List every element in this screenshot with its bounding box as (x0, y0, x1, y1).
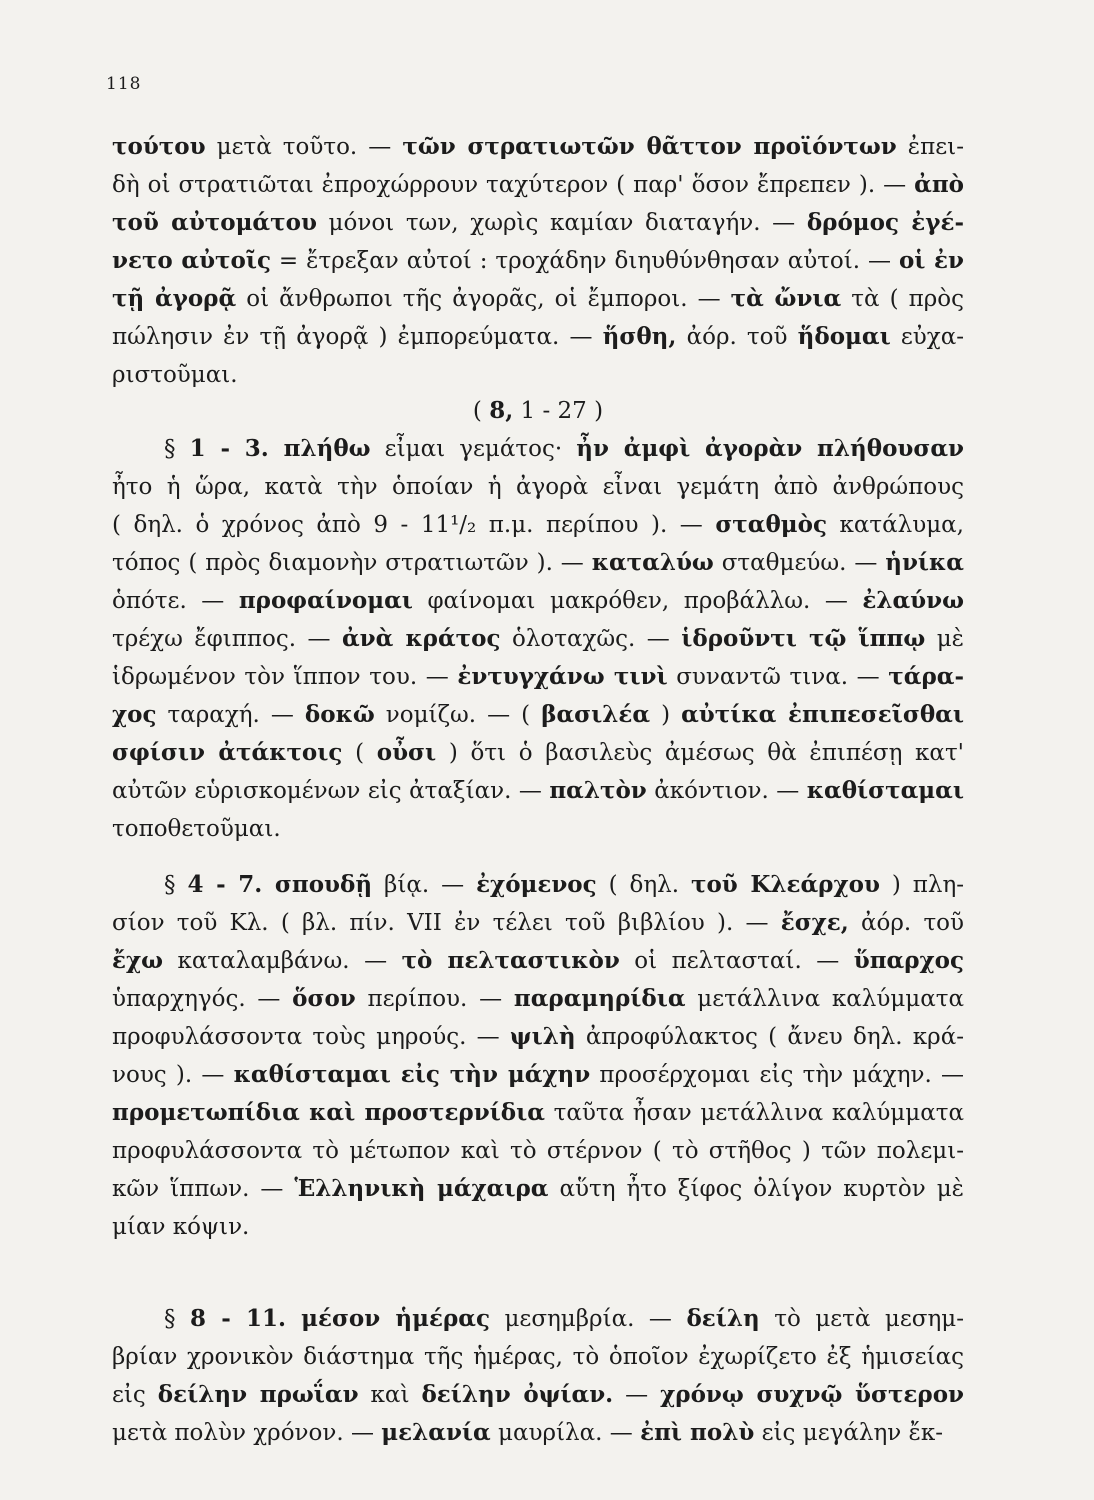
text-line (112, 1338, 964, 1376)
lemma-term: ὕπαρχος (853, 947, 964, 974)
gloss-text: ( δηλ. (596, 872, 691, 898)
text-line (112, 734, 964, 772)
lemma-term: τούτου (112, 133, 206, 160)
gloss-text: μετὰ πολὺν χρόνον. — (112, 1420, 382, 1446)
gloss-text: προφυλάσσοντα τοὺς μηρούς. — (112, 1024, 510, 1050)
lemma-term: ἱδροῦντι τῷ ἵππῳ (681, 625, 926, 652)
lemma-term: δοκῶ (304, 701, 375, 728)
gloss-text: ἀπροφύλακτος ( ἄνευ δηλ. κρά- (575, 1024, 964, 1050)
text-line (112, 696, 964, 734)
lemma-term: 4 - 7. σπουδῇ (187, 871, 373, 898)
lemma-term: ἀπὸ (914, 171, 964, 198)
lemma-term: Ἑλληνικὴ μάχαιρα (294, 1175, 549, 1202)
lemma-term: ἐλαύνω (862, 587, 964, 614)
lemma-term: τῇ ἀγορᾷ (112, 285, 237, 312)
lemma-term: καταλύω (591, 549, 714, 576)
commentary-section-4-7 (112, 866, 964, 1246)
lemma-term: τὰ ὤνια (730, 285, 842, 312)
lemma-term: αὐτίκα ἐπιπεσεῖσθαι (681, 701, 964, 728)
gloss-text: ) ὅτι ὁ βασιλεὺς ἀμέσως θὰ ἐπιπέσῃ κατ' (436, 740, 964, 766)
text-line (112, 1300, 964, 1338)
gloss-text: δὴ οἱ στρατιῶται ἐπροχώρρουν ταχύτερον ( παρ' ὅσον ἔπρεπεν ). — (112, 172, 915, 198)
lemma-term: ἐχόμενος (476, 871, 597, 898)
lemma-term: ἡνίκα (885, 549, 964, 576)
gloss-text: μετάλλινα καλύμματα (685, 986, 965, 1012)
gloss-text: τρέχω ἔφιππος. — (112, 626, 342, 652)
text-line (112, 1414, 964, 1452)
commentary-section-8-11 (112, 1300, 964, 1452)
text-line (112, 1018, 964, 1056)
page-number: 118 (106, 74, 142, 94)
gloss-text: εὐχα- (890, 324, 965, 350)
gloss-text: μὲ (925, 626, 965, 652)
text-line (112, 356, 964, 394)
text-line (112, 204, 964, 242)
lemma-term: ἥσθη, (602, 323, 677, 350)
lemma-term: καθίσταμαι εἰς τὴν μάχην (233, 1061, 591, 1088)
lemma-term: ἦν ἀμφὶ ἀγορὰν πλήθουσαν (576, 435, 964, 462)
gloss-text: νους ). — (112, 1062, 234, 1088)
gloss-text: — (613, 1382, 661, 1408)
gloss-text: περίπου. — (355, 986, 514, 1012)
lemma-term: νετο αὐτοῖς (112, 247, 271, 274)
gloss-text: βίᾳ. — (372, 872, 477, 898)
gloss-text: αὐτῶν εὑρισκομένων εἰς ἀταξίαν. — (112, 778, 550, 804)
lemma-term: οὖσι (376, 739, 437, 766)
lemma-term: τὸ πελταστικὸν (401, 947, 620, 974)
gloss-text: οἱ πελτασταί. — (619, 948, 854, 974)
gloss-text: ἱδρωμένον τὸν ἵππον του. — (112, 664, 458, 690)
gloss-text: μόνοι των, χωρὶς καμίαν διαταγήν. — (316, 210, 807, 236)
lemma-term: ψιλὴ (509, 1023, 576, 1050)
text-line (112, 1056, 964, 1094)
text-line (112, 658, 964, 696)
gloss-text: μεσημβρία. — (489, 1306, 687, 1332)
text-line (112, 1094, 964, 1132)
text-line (112, 242, 964, 280)
text-line (112, 980, 964, 1018)
gloss-text: συναντῶ τινα. — (667, 664, 889, 690)
lemma-term: δρόμος ἐγέ- (806, 209, 965, 236)
gloss-text: ἀόρ. τοῦ (848, 910, 964, 936)
gloss-text: ( δηλ. ὁ χρόνος ἀπὸ 9 - 11¹/₂ π.μ. περίπου ). — (112, 512, 716, 538)
text-line (112, 544, 964, 582)
lemma-term: ὅσον (292, 985, 356, 1012)
text-line (112, 1208, 964, 1246)
gloss-text: νομίζω. — ( (374, 702, 542, 728)
gloss-text: ὁλοταχῶς. — (500, 626, 682, 652)
gloss-text: ἀόρ. τοῦ (676, 324, 798, 350)
gloss-text: ὑπαρχηγός. — (112, 986, 293, 1012)
text-line (112, 772, 964, 810)
text-line (112, 620, 964, 658)
lemma-term: ἀνὰ κράτος (341, 625, 501, 652)
lemma-term: 8 - 11. μέσον ἡμέρας (190, 1305, 490, 1332)
text-line (112, 1170, 964, 1208)
gloss-text: § (164, 436, 190, 462)
text-line (112, 866, 964, 904)
gloss-text: εἰς μεγάλην ἔκ- (754, 1420, 944, 1446)
gloss-text: καταλαμβάνω. — (163, 948, 402, 974)
text-line (112, 506, 964, 544)
gloss-text: προφυλάσσοντα τὸ μέτωπον καὶ τὸ στέρνον ( τὸ στῆθος ) τῶν πολεμι- (112, 1138, 964, 1164)
gloss-text: τὰ ( πρὸς (841, 286, 964, 312)
lemma-term: βασιλέα (541, 701, 651, 728)
lemma-term: παραμηρίδια (513, 985, 686, 1012)
gloss-text: ) (650, 702, 682, 728)
lemma-term: ἐντυγχάνω τινὶ (457, 663, 668, 690)
lemma-term: μελανία (381, 1419, 491, 1446)
gloss-text: = ἔτρεξαν αὐτοί : τροχάδην διηυθύνθησαν αὐτοί. — (270, 248, 899, 274)
gloss-text: εἶμαι γεμάτος· (370, 436, 577, 462)
lemma-term: τῶν στρατιωτῶν θᾶττον προϊόντων (402, 133, 897, 160)
gloss-text: ταραχή. — (156, 702, 305, 728)
lemma-term: 8, (489, 397, 514, 424)
lemma-term: σφίσιν ἀτάκτοις (112, 739, 343, 766)
text-line (112, 468, 964, 506)
text-line (112, 430, 964, 468)
gloss-text: μαυρίλα. — (490, 1420, 641, 1446)
text-line (112, 128, 964, 166)
gloss-text: 1 - 27 ) (513, 398, 604, 424)
gloss-text: οἱ ἄνθρωποι τῆς ἀγορᾶς, οἱ ἔμποροι. — (236, 286, 731, 312)
gloss-text: καὶ (358, 1382, 422, 1408)
gloss-text: μίαν κόψιν. (112, 1214, 250, 1240)
text-line (112, 810, 964, 848)
gloss-text: φαίνομαι μακρόθεν, προβάλλω. — (412, 588, 863, 614)
gloss-text: σίον τοῦ Κλ. ( βλ. πίν. VII ἐν τέλει τοῦ βιβλίου ). — (112, 910, 781, 936)
lemma-term: χρόνῳ συχνῷ ὕστερον (660, 1381, 965, 1408)
lemma-term: χος (112, 701, 157, 728)
lemma-term: δείλη (686, 1305, 760, 1332)
gloss-text: μετὰ τοῦτο. — (205, 134, 403, 160)
text-line (112, 582, 964, 620)
lemma-term: τοῦ Κλεάρχου (690, 871, 880, 898)
gloss-text: προσέρχομαι εἰς τὴν μάχην. — (590, 1062, 965, 1088)
gloss-text: ἀκόντιον. — (646, 778, 807, 804)
commentary-section-8-1-3 (112, 392, 964, 848)
text-line (112, 942, 964, 980)
lemma-term: δείλην πρωΐαν (157, 1381, 359, 1408)
lemma-term: ἥδομαι (797, 323, 891, 350)
lemma-term: ἔχω (112, 947, 164, 974)
gloss-text: τὸ μετὰ μεσημ- (759, 1306, 964, 1332)
gloss-text: τόπος ( πρὸς διαμονὴν στρατιωτῶν ). — (112, 550, 592, 576)
lemma-term: δείλην ὀψίαν. (421, 1381, 614, 1408)
gloss-text: κῶν ἵππων. — (112, 1176, 295, 1202)
text-line (112, 392, 964, 430)
gloss-text: ριστοῦμαι. (112, 362, 238, 388)
gloss-text: τοποθετοῦμαι. (112, 816, 281, 842)
gloss-text: ταῦτα ἦσαν μετάλλινα καλύμματα (544, 1100, 964, 1126)
commentary-paragraph-intro (112, 128, 964, 394)
text-line (112, 280, 964, 318)
gloss-text: ( (342, 740, 377, 766)
text-line (112, 1376, 964, 1414)
gloss-text: εἰς (112, 1382, 158, 1408)
lemma-term: οἱ ἐν (898, 247, 964, 274)
text-line (112, 318, 964, 356)
lemma-term: καθίσταμαι (806, 777, 964, 804)
lemma-term: ἐπὶ πολὺ (640, 1419, 755, 1446)
gloss-text: § (164, 872, 188, 898)
gloss-text: αὕτη ἦτο ξίφος ὀλίγον κυρτὸν μὲ (548, 1176, 965, 1202)
lemma-term: προφαίνομαι (238, 587, 413, 614)
lemma-term: τάρα- (888, 663, 965, 690)
gloss-text: σταθμεύω. — (713, 550, 886, 576)
lemma-term: 1 - 3. πλήθω (189, 435, 371, 462)
text-line (112, 1132, 964, 1170)
gloss-text: ἐπει- (896, 134, 964, 160)
gloss-text: πώλησιν ἐν τῇ ἀγορᾷ ) ἐμπορεύματα. — (112, 324, 603, 350)
text-line (112, 904, 964, 942)
gloss-text: βρίαν χρονικὸν διάστημα τῆς ἡμέρας, τὸ ὁποῖον ἐχωρίζετο ἐξ ἡμισείας (112, 1344, 964, 1370)
lemma-term: παλτὸν (549, 777, 647, 804)
gloss-text: § (164, 1306, 190, 1332)
lemma-term: τοῦ αὐτομάτου (112, 209, 317, 236)
gloss-text: ἦτο ἡ ὥρα, κατὰ τὴν ὁποίαν ἡ ἀγορὰ εἶναι γεμάτη ἀπὸ ἀνθρώπους (112, 474, 964, 500)
text-line (112, 166, 964, 204)
gloss-text: ) πλη- (879, 872, 965, 898)
gloss-text: κατάλυμα, (826, 512, 964, 538)
gloss-text: ( (472, 398, 490, 424)
gloss-text: ὁπότε. — (112, 588, 239, 614)
lemma-term: προμετωπίδια καὶ προστερνίδια (112, 1099, 545, 1126)
lemma-term: ἔσχε, (780, 909, 849, 936)
lemma-term: σταθμὸς (715, 511, 827, 538)
